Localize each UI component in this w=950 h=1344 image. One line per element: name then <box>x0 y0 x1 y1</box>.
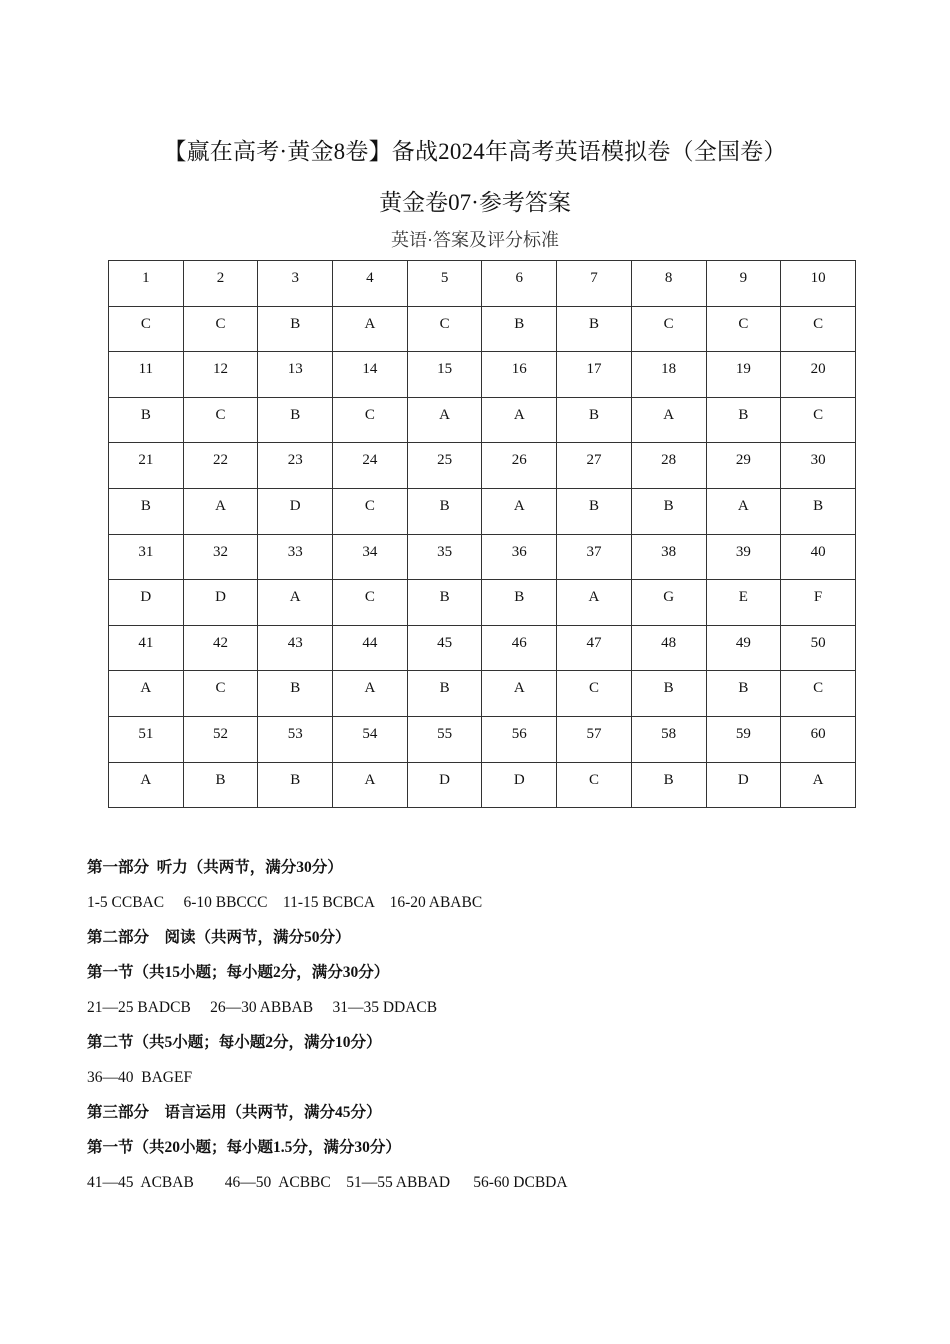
answer-cell: B <box>407 671 482 717</box>
question-number-cell: 20 <box>781 352 856 398</box>
answer-cell: D <box>258 488 333 534</box>
answer-cell: A <box>482 397 557 443</box>
answer-cell: C <box>183 671 258 717</box>
question-number-cell: 14 <box>333 352 408 398</box>
answer-cell: A <box>482 488 557 534</box>
question-number-cell: 18 <box>631 352 706 398</box>
question-number-cell: 60 <box>781 716 856 762</box>
question-number-cell: 6 <box>482 261 557 307</box>
question-number-cell: 2 <box>183 261 258 307</box>
answer-cell: B <box>781 488 856 534</box>
question-number-row <box>109 534 856 580</box>
answer-cell: D <box>706 762 781 808</box>
answer-cell: B <box>557 306 632 352</box>
answer-cell: C <box>781 671 856 717</box>
question-number-cell: 32 <box>183 534 258 580</box>
question-number-cell: 49 <box>706 625 781 671</box>
answer-cell: B <box>258 762 333 808</box>
question-number-row <box>109 716 856 762</box>
question-number-cell: 3 <box>258 261 333 307</box>
question-number-cell: 39 <box>706 534 781 580</box>
answer-cell: B <box>557 397 632 443</box>
question-number-cell: 10 <box>781 261 856 307</box>
answer-cell: B <box>631 671 706 717</box>
question-number-cell: 16 <box>482 352 557 398</box>
question-number-cell: 42 <box>183 625 258 671</box>
question-number-cell: 33 <box>258 534 333 580</box>
section-heading: 第二节（共5小题；每小题2分，满分10分） <box>87 1034 382 1051</box>
answer-cell: A <box>109 762 184 808</box>
answer-key-line: 41—45 ACBAB 46—50 ACBBC 51—55 ABBAD 56-60 DCBDA <box>87 1174 568 1191</box>
question-number-cell: 8 <box>631 261 706 307</box>
document-title: 【赢在高考·黄金8卷】备战2024年高考英语模拟卷（全国卷） <box>163 139 787 164</box>
answer-cell: B <box>482 580 557 626</box>
answer-cell: G <box>631 580 706 626</box>
answer-cell: B <box>109 488 184 534</box>
question-number-cell: 25 <box>407 443 482 489</box>
question-number-cell: 36 <box>482 534 557 580</box>
question-number-cell: 17 <box>557 352 632 398</box>
answer-cell: B <box>258 397 333 443</box>
answer-cell: C <box>109 306 184 352</box>
answer-cell: B <box>557 488 632 534</box>
answer-cell: A <box>706 488 781 534</box>
question-number-cell: 40 <box>781 534 856 580</box>
question-number-cell: 56 <box>482 716 557 762</box>
section-heading: 第二部分 阅读（共两节，满分50分） <box>87 929 351 946</box>
answer-cell: B <box>183 762 258 808</box>
answer-cell: C <box>407 306 482 352</box>
question-number-cell: 57 <box>557 716 632 762</box>
answer-cell: C <box>183 306 258 352</box>
question-number-cell: 50 <box>781 625 856 671</box>
question-number-cell: 41 <box>109 625 184 671</box>
answer-cell: A <box>333 762 408 808</box>
answer-cell: C <box>183 397 258 443</box>
answer-cell: D <box>482 762 557 808</box>
question-number-row <box>109 352 856 398</box>
answer-cell: C <box>781 397 856 443</box>
question-number-cell: 45 <box>407 625 482 671</box>
answer-cell: F <box>781 580 856 626</box>
question-number-cell: 4 <box>333 261 408 307</box>
answer-cell: C <box>781 306 856 352</box>
question-number-cell: 58 <box>631 716 706 762</box>
question-number-cell: 59 <box>706 716 781 762</box>
question-number-cell: 22 <box>183 443 258 489</box>
question-number-cell: 37 <box>557 534 632 580</box>
answer-sections <box>87 856 887 1206</box>
question-number-cell: 21 <box>109 443 184 489</box>
answer-cell: A <box>258 580 333 626</box>
answer-row <box>109 580 856 626</box>
answer-row <box>109 671 856 717</box>
question-number-cell: 30 <box>781 443 856 489</box>
answer-cell: A <box>407 397 482 443</box>
question-number-cell: 55 <box>407 716 482 762</box>
document-subtitle: 黄金卷07·参考答案 <box>379 190 571 215</box>
answer-cell: A <box>482 671 557 717</box>
question-number-cell: 44 <box>333 625 408 671</box>
answer-cell: B <box>482 306 557 352</box>
question-number-cell: 1 <box>109 261 184 307</box>
answer-cell: C <box>333 580 408 626</box>
answer-cell: B <box>631 762 706 808</box>
answer-cell: C <box>631 306 706 352</box>
question-number-cell: 12 <box>183 352 258 398</box>
question-number-cell: 27 <box>557 443 632 489</box>
answer-cell: C <box>333 488 408 534</box>
question-number-cell: 9 <box>706 261 781 307</box>
answer-cell: D <box>183 580 258 626</box>
question-number-cell: 35 <box>407 534 482 580</box>
question-number-cell: 7 <box>557 261 632 307</box>
question-number-cell: 43 <box>258 625 333 671</box>
question-number-cell: 47 <box>557 625 632 671</box>
answer-row <box>109 762 856 808</box>
answer-cell: A <box>333 671 408 717</box>
question-number-cell: 28 <box>631 443 706 489</box>
question-number-cell: 52 <box>183 716 258 762</box>
answer-cell: B <box>407 580 482 626</box>
answer-cell: A <box>557 580 632 626</box>
answer-cell: A <box>109 671 184 717</box>
question-number-cell: 23 <box>258 443 333 489</box>
question-number-cell: 34 <box>333 534 408 580</box>
question-number-cell: 38 <box>631 534 706 580</box>
answer-cell: C <box>333 397 408 443</box>
section-heading: 第三部分 语言运用（共两节，满分45分） <box>87 1104 382 1121</box>
section-heading: 第一节（共15小题；每小题2分，满分30分） <box>87 964 390 981</box>
question-number-cell: 11 <box>109 352 184 398</box>
answer-cell: B <box>258 671 333 717</box>
document-caption: 英语·答案及评分标准 <box>391 230 559 250</box>
answer-cell: C <box>557 671 632 717</box>
answer-row <box>109 306 856 352</box>
section-heading: 第一部分 听力（共两节，满分30分） <box>87 859 343 876</box>
answer-cell: C <box>706 306 781 352</box>
answer-cell: B <box>631 488 706 534</box>
question-number-cell: 26 <box>482 443 557 489</box>
answer-cell: C <box>557 762 632 808</box>
answer-key-line: 21—25 BADCB 26—30 ABBAB 31—35 DDACB <box>87 999 438 1016</box>
answer-cell: B <box>258 306 333 352</box>
answer-cell: D <box>407 762 482 808</box>
answer-cell: A <box>781 762 856 808</box>
answer-cell: B <box>109 397 184 443</box>
question-number-row <box>109 261 856 307</box>
answer-cell: A <box>333 306 408 352</box>
answer-cell: B <box>706 397 781 443</box>
question-number-cell: 15 <box>407 352 482 398</box>
answer-cell: A <box>183 488 258 534</box>
answer-cell: B <box>407 488 482 534</box>
answer-key-line: 1-5 CCBAC 6-10 BBCCC 11-15 BCBCA 16-20 ABABC <box>87 894 483 911</box>
question-number-row <box>109 625 856 671</box>
question-number-cell: 13 <box>258 352 333 398</box>
answer-cell: D <box>109 580 184 626</box>
answer-cell: A <box>631 397 706 443</box>
question-number-cell: 48 <box>631 625 706 671</box>
answer-row <box>109 488 856 534</box>
answer-key-line: 36—40 BAGEF <box>87 1069 193 1086</box>
question-number-cell: 24 <box>333 443 408 489</box>
question-number-cell: 54 <box>333 716 408 762</box>
question-number-cell: 53 <box>258 716 333 762</box>
answer-row <box>109 397 856 443</box>
answer-cell: B <box>706 671 781 717</box>
question-number-cell: 31 <box>109 534 184 580</box>
question-number-cell: 29 <box>706 443 781 489</box>
question-number-cell: 46 <box>482 625 557 671</box>
answer-table <box>108 260 856 808</box>
question-number-cell: 51 <box>109 716 184 762</box>
question-number-cell: 5 <box>407 261 482 307</box>
answer-cell: E <box>706 580 781 626</box>
question-number-row <box>109 443 856 489</box>
question-number-cell: 19 <box>706 352 781 398</box>
section-heading: 第一节（共20小题；每小题1.5分，满分30分） <box>87 1139 401 1156</box>
